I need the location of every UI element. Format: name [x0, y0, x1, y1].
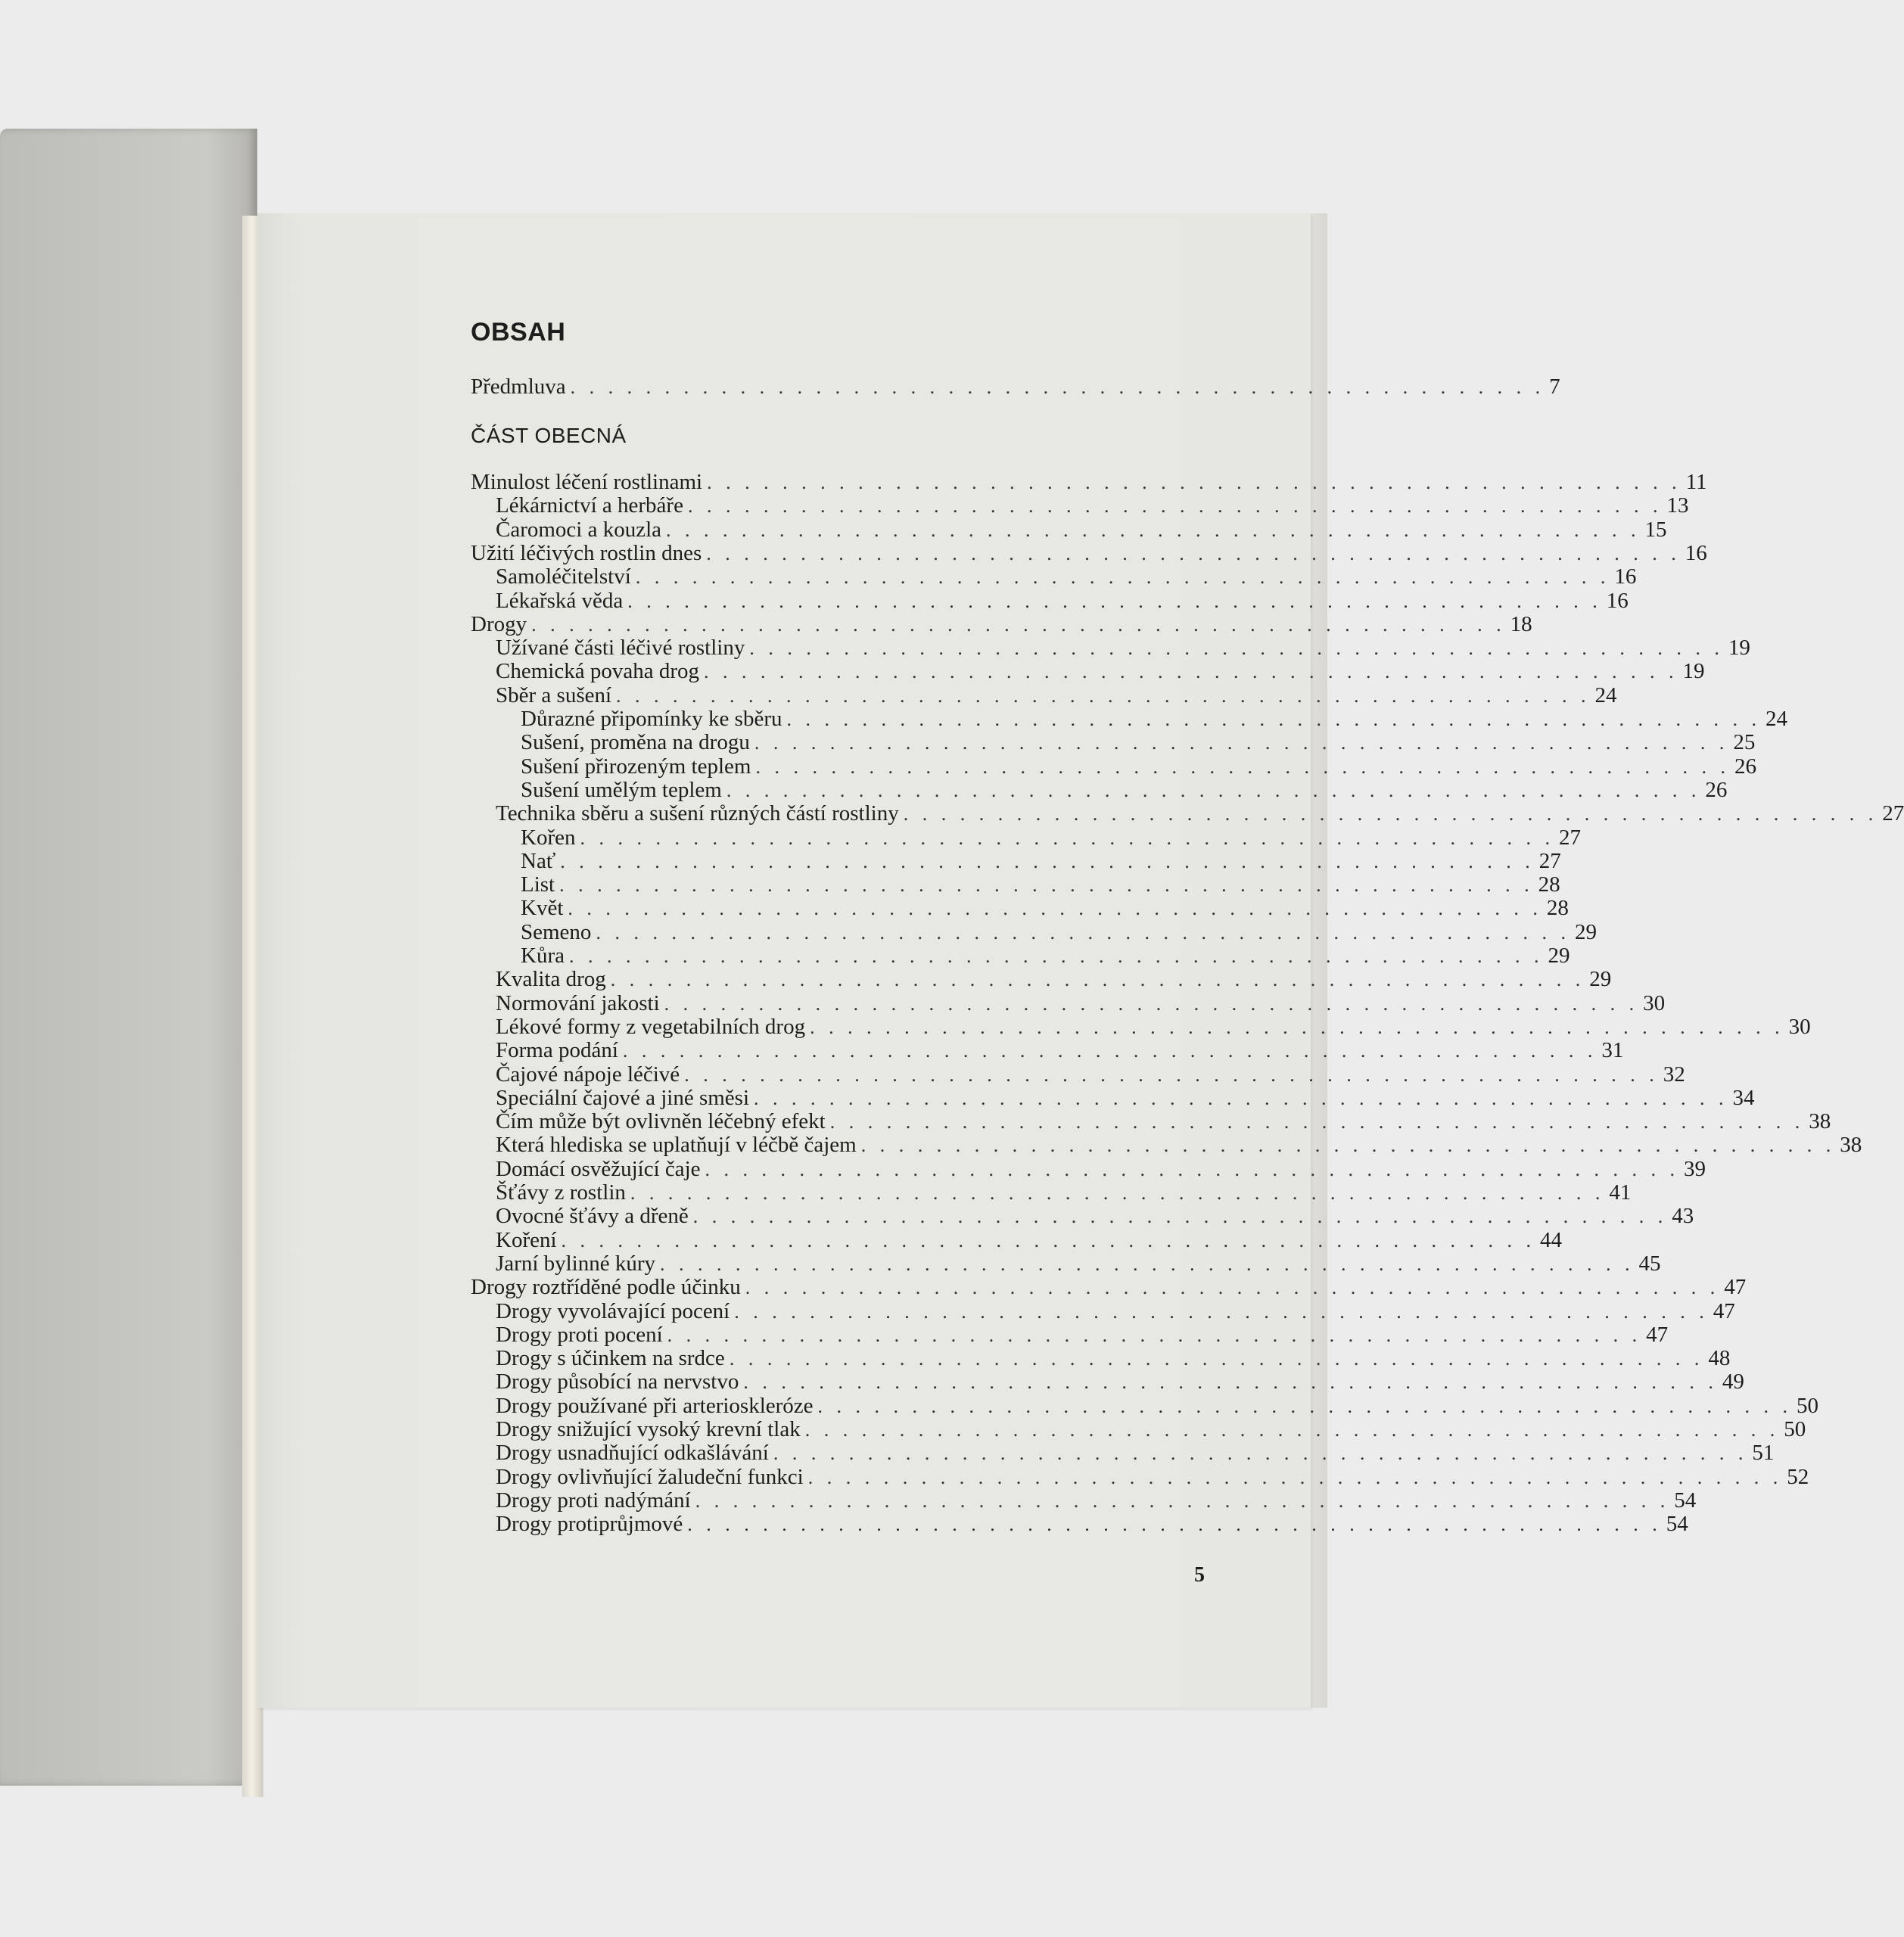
dot-leader: . . . . . . . . . . . . . . . . . . . . . . . . . . . . . . . . . . . . . . . . . . . . . . . . . . . . — [729, 1348, 1704, 1370]
toc-entry-label: Sběr a sušení — [496, 682, 612, 707]
toc-row — [496, 1488, 1697, 1513]
toc-entry-label: Kůra — [521, 944, 565, 968]
dot-leader: . . . . . . . . . . . . . . . . . . . . . . . . . . . . . . . . . . . . . . . . . . . . . . . . . . . . — [660, 1252, 1635, 1275]
dot-leader: . . . . . . . . . . . . . . . . . . . . . . . . . . . . . . . . . . . . . . . . . . . . . . . . . . . . — [531, 613, 1506, 636]
toc-entry-label: Důrazné připomínky ke sběru — [521, 707, 782, 731]
toc-entry-label: Sušení umělým teplem — [521, 777, 722, 802]
toc-row — [471, 611, 1532, 636]
toc-entry-label: Drogy roztříděné podle účinku — [471, 1275, 741, 1300]
toc-page-number: 28 — [1546, 896, 1569, 921]
toc-entry-label: Čaromoci a kouzla — [496, 517, 662, 542]
toc-page-number: 15 — [1644, 517, 1667, 542]
toc-row — [496, 659, 1705, 684]
toc-page-number: 27 — [1558, 825, 1581, 850]
toc-row — [496, 1133, 1862, 1158]
toc-page-number: 54 — [1666, 1512, 1688, 1537]
toc-page-number: 38 — [1809, 1109, 1831, 1134]
toc-row — [521, 707, 1787, 731]
toc-entry-label: Drogy působící na nervstvo — [496, 1370, 739, 1394]
toc-row — [521, 825, 1581, 850]
toc-row — [521, 730, 1756, 755]
toc-row — [496, 1322, 1669, 1347]
toc-row — [521, 919, 1597, 944]
dot-leader: . . . . . . . . . . . . . . . . . . . . . . . . . . . . . . . . . . . . . . . . . . . . . . . . . . . . — [687, 1513, 1662, 1536]
dot-leader: . . . . . . . . . . . . . . . . . . . . . . . . . . . . . . . . . . . . . . . . . . . . . . . . . . . . — [860, 1134, 1836, 1157]
dot-leader: . . . . . . . . . . . . . . . . . . . . . . . . . . . . . . . . . . . . . . . . . . . . . . . . . . . . — [745, 1276, 1720, 1299]
toc-page-number: 29 — [1574, 919, 1597, 944]
toc-page-number: 16 — [1606, 588, 1629, 613]
dot-leader: . . . . . . . . . . . . . . . . . . . . . . . . . . . . . . . . . . . . . . . . . . . . . . . . . . . . — [687, 495, 1663, 518]
toc-entry-label: Lékárnictví a herbáře — [496, 493, 683, 518]
toc-page-number: 16 — [1685, 540, 1707, 565]
toc-page-number: 16 — [1614, 564, 1637, 589]
toc-page-number: 48 — [1708, 1346, 1731, 1371]
dot-leader: . . . . . . . . . . . . . . . . . . . . . . . . . . . . . . . . . . . . . . . . . . . . . . . . . . . . — [755, 755, 1730, 778]
toc-entry-label: Speciální čajové a jiné směsi — [496, 1085, 750, 1110]
toc-row — [521, 944, 1570, 968]
dot-leader: . . . . . . . . . . . . . . . . . . . . . . . . . . . . . . . . . . . . . . . . . . . . . . . . . . . . — [559, 874, 1534, 897]
dot-leader: . . . . . . . . . . . . . . . . . . . . . . . . . . . . . . . . . . . . . . . . . . . . . . . . . . . . — [695, 1489, 1670, 1512]
toc-entry-label: Domácí osvěžující čaje — [496, 1156, 701, 1181]
toc-row — [521, 754, 1756, 779]
toc-entry-label: Sušení přirozeným teplem — [521, 754, 751, 779]
toc-entry-label: Sušení, proměna na drogu — [521, 730, 750, 755]
dot-leader: . . . . . . . . . . . . . . . . . . . . . . . . . . . . . . . . . . . . . . . . . . . . . . . . . . . . — [622, 1040, 1598, 1062]
toc-row — [496, 1441, 1775, 1466]
toc-entry-label: Drogy používané při arterioskleróze — [496, 1393, 814, 1418]
toc-row — [496, 1038, 1624, 1063]
toc-page-number: 30 — [1788, 1014, 1811, 1039]
dot-leader: . . . . . . . . . . . . . . . . . . . . . . . . . . . . . . . . . . . . . . . . . . . . . . . . . . . . — [749, 637, 1724, 660]
toc-page-number: 38 — [1840, 1133, 1862, 1158]
dot-leader: . . . . . . . . . . . . . . . . . . . . . . . . . . . . . . . . . . . . . . . . . . . . . . . . . . . . — [664, 992, 1639, 1015]
dot-leader: . . . . . . . . . . . . . . . . . . . . . . . . . . . . . . . . . . . . . . . . . . . . . . . . . . . . — [580, 826, 1554, 849]
toc-page-number: 7 — [1549, 375, 1560, 399]
dot-leader: . . . . . . . . . . . . . . . . . . . . . . . . . . . . . . . . . . . . . . . . . . . . . . . . . . . . — [773, 1442, 1748, 1465]
toc-page-number: 19 — [1728, 636, 1750, 661]
toc-row — [471, 1275, 1747, 1300]
toc-page-number: 54 — [1674, 1488, 1697, 1513]
dot-leader: . . . . . . . . . . . . . . . . . . . . . . . . . . . . . . . . . . . . . . . . . . . . . . . . . . . . — [616, 684, 1591, 707]
dot-leader: . . . . . . . . . . . . . . . . . . . . . . . . . . . . . . . . . . . . . . . . . . . . . . . . . . . . — [903, 803, 1878, 825]
toc-row-preface — [471, 375, 1560, 399]
toc-page-number: 29 — [1589, 967, 1612, 992]
dot-leader: . . . . . . . . . . . . . . . . . . . . . . . . . . . . . . . . . . . . . . . . . . . . . . . . . . . . — [829, 1111, 1805, 1133]
toc-page-number: 47 — [1646, 1322, 1669, 1347]
toc-heading: OBSAH — [471, 318, 566, 347]
section-title: ČÁST OBECNÁ — [471, 424, 627, 447]
toc-page-number: 27 — [1538, 848, 1561, 873]
toc-page-number: 30 — [1643, 990, 1666, 1015]
toc-page-number: 27 — [1882, 801, 1904, 826]
toc-row — [496, 1109, 1831, 1134]
dot-leader: . . . . . . . . . . . . . . . . . . . . . . . . . . . . . . . . . . . . . . . . . . . . . . . . . . . . — [560, 850, 1535, 872]
toc-page-number: 52 — [1787, 1464, 1809, 1489]
toc-page-number: 13 — [1666, 493, 1689, 518]
toc-row — [496, 564, 1637, 589]
dot-leader: . . . . . . . . . . . . . . . . . . . . . . . . . . . . . . . . . . . . . . . . . . . . . . . . . . . . — [734, 1300, 1709, 1323]
toc-entry-label: Drogy proti nadýmání — [496, 1488, 691, 1513]
toc-entry-label: Drogy — [471, 611, 527, 636]
dot-leader: . . . . . . . . . . . . . . . . . . . . . . . . . . . . . . . . . . . . . . . . . . . . . . . . . . . . — [610, 968, 1585, 991]
toc-row — [496, 1512, 1688, 1537]
page-number: 5 — [1194, 1563, 1205, 1587]
toc-entry-label: Kořen — [521, 825, 576, 850]
toc-page-number: 50 — [1797, 1393, 1819, 1418]
toc-page-number: 51 — [1752, 1441, 1775, 1466]
dot-leader: . . . . . . . . . . . . . . . . . . . . . . . . . . . . . . . . . . . . . . . . . . . . . . . . . . . . — [810, 1015, 1784, 1038]
dot-leader: . . . . . . . . . . . . . . . . . . . . . . . . . . . . . . . . . . . . . . . . . . . . . . . . . . . . — [807, 1466, 1783, 1488]
toc-row — [496, 1062, 1685, 1087]
toc-entry-label: Čím může být ovlivněn léčebný efekt — [496, 1109, 826, 1134]
toc-entry-label: Samoléčitelství — [496, 564, 631, 589]
toc-row — [521, 872, 1560, 897]
dot-leader: . . . . . . . . . . . . . . . . . . . . . . . . . . . . . . . . . . . . . . . . . . . . . . . . . . . . — [666, 518, 1641, 541]
toc-page-number: 29 — [1548, 944, 1570, 968]
toc-entry-label: Čajové nápoje léčivé — [496, 1062, 680, 1087]
toc-page-number: 25 — [1733, 730, 1756, 755]
toc-page-number: 47 — [1724, 1275, 1747, 1300]
toc-page-number: 24 — [1594, 682, 1617, 707]
dot-leader: . . . . . . . . . . . . . . . . . . . . . . . . . . . . . . . . . . . . . . . . . . . . . . . . . . . . — [707, 471, 1682, 493]
toc-row — [496, 1085, 1755, 1110]
toc-row — [496, 967, 1612, 992]
dot-leader: . . . . . . . . . . . . . . . . . . . . . . . . . . . . . . . . . . . . . . . . . . . . . . . . . . . . — [630, 1182, 1605, 1204]
toc-row — [496, 1014, 1811, 1039]
toc-entry-label: Drogy ovlivňující žaludeční funkci — [496, 1464, 804, 1489]
dot-leader: . . . . . . . . . . . . . . . . . . . . . . . . . . . . . . . . . . . . . . . . . . . . . . . . . . . . — [726, 779, 1701, 801]
toc-page-number: 24 — [1765, 707, 1787, 731]
dot-leader: . . . . . . . . . . . . . . . . . . . . . . . . . . . . . . . . . . . . . . . . . . . . . . . . . . . . — [627, 589, 1602, 612]
toc-entry-label: Užívané části léčivé rostliny — [496, 636, 745, 661]
toc-row — [496, 1227, 1563, 1252]
dot-leader: . . . . . . . . . . . . . . . . . . . . . . . . . . . . . . . . . . . . . . . . . . . . . . . . . . . . — [684, 1063, 1659, 1086]
toc-entry-label: Nať — [521, 848, 556, 873]
dot-leader: . . . . . . . . . . . . . . . . . . . . . . . . . . . . . . . . . . . . . . . . . . . . . . . . . . . . — [705, 1158, 1680, 1180]
toc-entry-label: Drogy s účinkem na srdce — [496, 1346, 725, 1371]
toc-page-number: 39 — [1684, 1156, 1706, 1181]
toc-entry-label: Květ — [521, 896, 564, 921]
toc-row — [496, 682, 1617, 707]
toc-row — [496, 1393, 1819, 1418]
dot-leader: . . . . . . . . . . . . . . . . . . . . . . . . . . . . . . . . . . . . . . . . . . . . . . . . . . . . — [568, 945, 1544, 967]
toc-page-number: 31 — [1601, 1038, 1624, 1063]
toc-entry-label: Šťávy z rostlin — [496, 1180, 626, 1205]
toc-row — [521, 777, 1728, 802]
toc-row — [496, 588, 1629, 613]
toc-page-number: 47 — [1713, 1298, 1735, 1323]
toc-row — [496, 1156, 1706, 1181]
toc-entry-label: Semeno — [521, 919, 592, 944]
toc-entry-label: List — [521, 872, 555, 897]
toc-entry-label: Normování jakosti — [496, 990, 660, 1015]
toc-row — [496, 1251, 1661, 1276]
toc-row — [496, 1464, 1809, 1489]
toc-entry-label: Minulost léčení rostlinami — [471, 470, 703, 494]
toc-row — [496, 493, 1689, 518]
toc-row — [471, 470, 1707, 494]
toc-row — [521, 896, 1569, 921]
toc-row — [496, 636, 1750, 661]
dot-leader: . . . . . . . . . . . . . . . . . . . . . . . . . . . . . . . . . . . . . . . . . . . . . . . . . . . . — [570, 376, 1545, 398]
dot-leader: . . . . . . . . . . . . . . . . . . . . . . . . . . . . . . . . . . . . . . . . . . . . . . . . . . . . — [817, 1394, 1793, 1417]
toc-entry-label: Forma podání — [496, 1038, 618, 1063]
toc-page-number: 32 — [1663, 1062, 1685, 1087]
toc-entry-label: Technika sběru a sušení různých částí rostliny — [496, 801, 899, 826]
toc-entry-label: Drogy vyvolávající pocení — [496, 1298, 730, 1323]
dot-leader: . . . . . . . . . . . . . . . . . . . . . . . . . . . . . . . . . . . . . . . . . . . . . . . . . . . . — [754, 1087, 1728, 1109]
toc-entry-label: Drogy snižující vysoký krevní tlak — [496, 1417, 801, 1441]
toc-row — [496, 1346, 1731, 1371]
toc-page-number: 26 — [1705, 777, 1728, 802]
toc-entry-label: Ovocné šťávy a dřeně — [496, 1204, 689, 1229]
dot-leader: . . . . . . . . . . . . . . . . . . . . . . . . . . . . . . . . . . . . . . . . . . . . . . . . . . . . — [667, 1323, 1642, 1346]
toc-row — [496, 1417, 1806, 1441]
toc-row — [496, 1298, 1735, 1323]
toc-page-number: 44 — [1540, 1227, 1563, 1252]
left-page — [0, 129, 257, 1786]
toc-page-number: 45 — [1638, 1251, 1661, 1276]
toc-page-number: 19 — [1682, 659, 1705, 684]
toc-entry-label: Lékařská věda — [496, 588, 624, 613]
dot-leader: . . . . . . . . . . . . . . . . . . . . . . . . . . . . . . . . . . . . . . . . . . . . . . . . . . . . — [786, 708, 1761, 730]
toc-row — [471, 540, 1707, 565]
dot-leader: . . . . . . . . . . . . . . . . . . . . . . . . . . . . . . . . . . . . . . . . . . . . . . . . . . . . — [706, 542, 1681, 564]
dot-leader: . . . . . . . . . . . . . . . . . . . . . . . . . . . . . . . . . . . . . . . . . . . . . . . . . . . . — [596, 921, 1570, 944]
toc-row — [496, 801, 1904, 826]
dot-leader: . . . . . . . . . . . . . . . . . . . . . . . . . . . . . . . . . . . . . . . . . . . . . . . . . . . . — [561, 1229, 1536, 1251]
toc-entry-label: Jarní bylinné kúry — [496, 1251, 656, 1276]
toc-row — [496, 1204, 1694, 1229]
toc-entry-label: Drogy proti pocení — [496, 1322, 663, 1347]
toc-row — [496, 1370, 1744, 1394]
toc-page-number: 50 — [1784, 1417, 1806, 1441]
toc-entry-label: Drogy protiprůjmové — [496, 1512, 683, 1537]
toc-row — [496, 990, 1666, 1015]
toc-entry-label: Lékové formy z vegetabilních drog — [496, 1014, 806, 1039]
toc-page-number: 11 — [1685, 470, 1707, 494]
dot-leader: . . . . . . . . . . . . . . . . . . . . . . . . . . . . . . . . . . . . . . . . . . . . . . . . . . . . — [568, 897, 1542, 920]
toc-page-number: 43 — [1672, 1204, 1694, 1229]
dot-leader: . . . . . . . . . . . . . . . . . . . . . . . . . . . . . . . . . . . . . . . . . . . . . . . . . . . . — [635, 566, 1610, 589]
dot-leader: . . . . . . . . . . . . . . . . . . . . . . . . . . . . . . . . . . . . . . . . . . . . . . . . . . . . — [804, 1419, 1780, 1441]
toc-page-number: 18 — [1510, 611, 1532, 636]
dot-leader: . . . . . . . . . . . . . . . . . . . . . . . . . . . . . . . . . . . . . . . . . . . . . . . . . . . . — [703, 661, 1678, 683]
toc-entry-label: Drogy usnadňující odkašlávání — [496, 1441, 769, 1466]
toc-page-number: 49 — [1722, 1370, 1744, 1394]
toc-row — [496, 1180, 1632, 1205]
toc-page-number: 28 — [1538, 872, 1560, 897]
toc-page-number: 41 — [1609, 1180, 1632, 1205]
toc-page-number: 34 — [1732, 1085, 1755, 1110]
toc-entry-label: Kvalita drog — [496, 967, 606, 992]
dot-leader: . . . . . . . . . . . . . . . . . . . . . . . . . . . . . . . . . . . . . . . . . . . . . . . . . . . . — [743, 1371, 1718, 1394]
dot-leader: . . . . . . . . . . . . . . . . . . . . . . . . . . . . . . . . . . . . . . . . . . . . . . . . . . . . — [754, 732, 1729, 754]
toc-row — [521, 848, 1561, 873]
toc-entry-label: Užití léčivých rostlin dnes — [471, 540, 702, 565]
toc-entry-label: Předmluva — [471, 375, 566, 399]
toc-entry-label: Chemická povaha drog — [496, 659, 699, 684]
toc-row — [496, 517, 1667, 542]
toc-page-number: 26 — [1734, 754, 1756, 779]
toc-entry-label: Která hlediska se uplatňují v léčbě čajem — [496, 1133, 857, 1158]
toc-entry-label: Koření — [496, 1227, 557, 1252]
dot-leader: . . . . . . . . . . . . . . . . . . . . . . . . . . . . . . . . . . . . . . . . . . . . . . . . . . . . — [692, 1205, 1668, 1228]
